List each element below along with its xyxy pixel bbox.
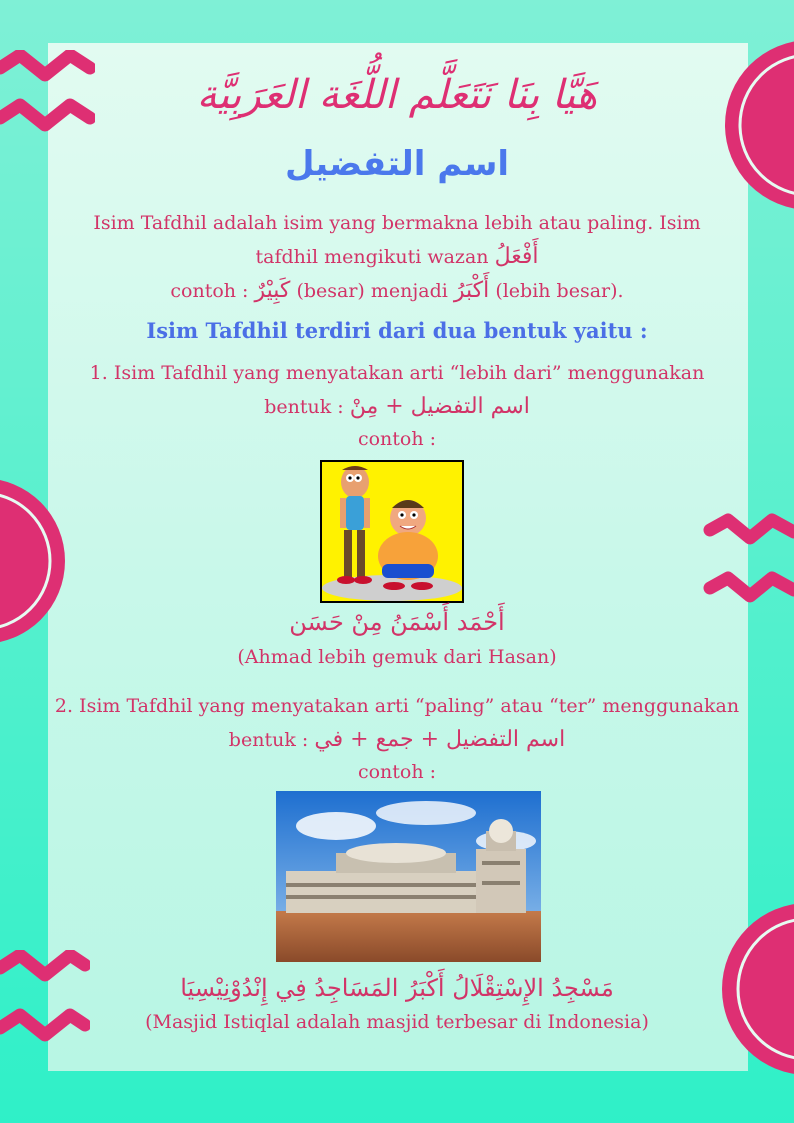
point-2-example-label: contoh : [357, 761, 437, 783]
point-1-line-1: 1. Isim Tafdhil yang menyatakan arti “lebih dari” menggunakan [89, 362, 705, 384]
intro-example-label: contoh : [170, 280, 249, 302]
point-1-form-arabic: اسم التفضيل + مِنْ [349, 394, 530, 419]
point-1-form [0, 394, 794, 419]
intro-line-1: Isim Tafdhil adalah isim yang bermakna lebih atau paling. Isim [93, 212, 701, 234]
point-2-line-1: 2. Isim Tafdhil yang menyatakan arti “paling” atau “ter” menggunakan [54, 695, 740, 717]
page-title: هَيَّا بِنَا نَتَعَلَّم اللُّغَة العَرَبِيَّة [196, 72, 598, 118]
point-2-translation: (Masjid Istiqlal adalah masjid terbesar di Indonesia) [145, 1011, 649, 1033]
point-2-form [0, 727, 794, 752]
point-1-form-label: bentuk : [264, 396, 344, 418]
intro-example-middle: (besar) menjadi [296, 280, 448, 302]
cartoon-two-boys-icon [320, 460, 464, 603]
intro-line-3 [0, 278, 794, 303]
intro-line-2 [0, 244, 794, 269]
zigzag-decoration-right [700, 512, 794, 622]
point-1-translation: (Ahmad lebih gemuk dari Hasan) [237, 646, 557, 668]
point-2-form-arabic: اسم التفضيل + جمع + في [314, 727, 566, 752]
intro-example-end: (lebih besar). [495, 280, 624, 302]
point-1-example-label: contoh : [357, 428, 437, 450]
point-1-example-arabic: أَحْمَد أَسْمَنُ مِنْ حَسَن [289, 608, 505, 636]
intro-line-2-text: tafdhil mengikuti wazan [255, 246, 489, 268]
point-2-form-label: bentuk : [228, 729, 309, 751]
section-heading: Isim Tafdhil terdiri dari dua bentuk yaitu : [146, 318, 648, 343]
point-2-example-arabic: مَسْجِدُ الإِسْتِقْلَالُ أَكْبَرُ المَسَاجِدُ فِي إِنْدُوْنِيْسِيَا [180, 974, 614, 1002]
intro-example-arabic-2: أَكْبَرُ [453, 278, 490, 303]
mosque-photo-icon [276, 791, 541, 962]
intro-example-arabic-1: كَبِيْرٌ [254, 278, 291, 303]
circle-decoration-top-right [725, 40, 794, 210]
page-subtitle: اسم التفضيل [284, 144, 510, 184]
wazan-arabic: أَفْعَلُ [494, 244, 539, 269]
